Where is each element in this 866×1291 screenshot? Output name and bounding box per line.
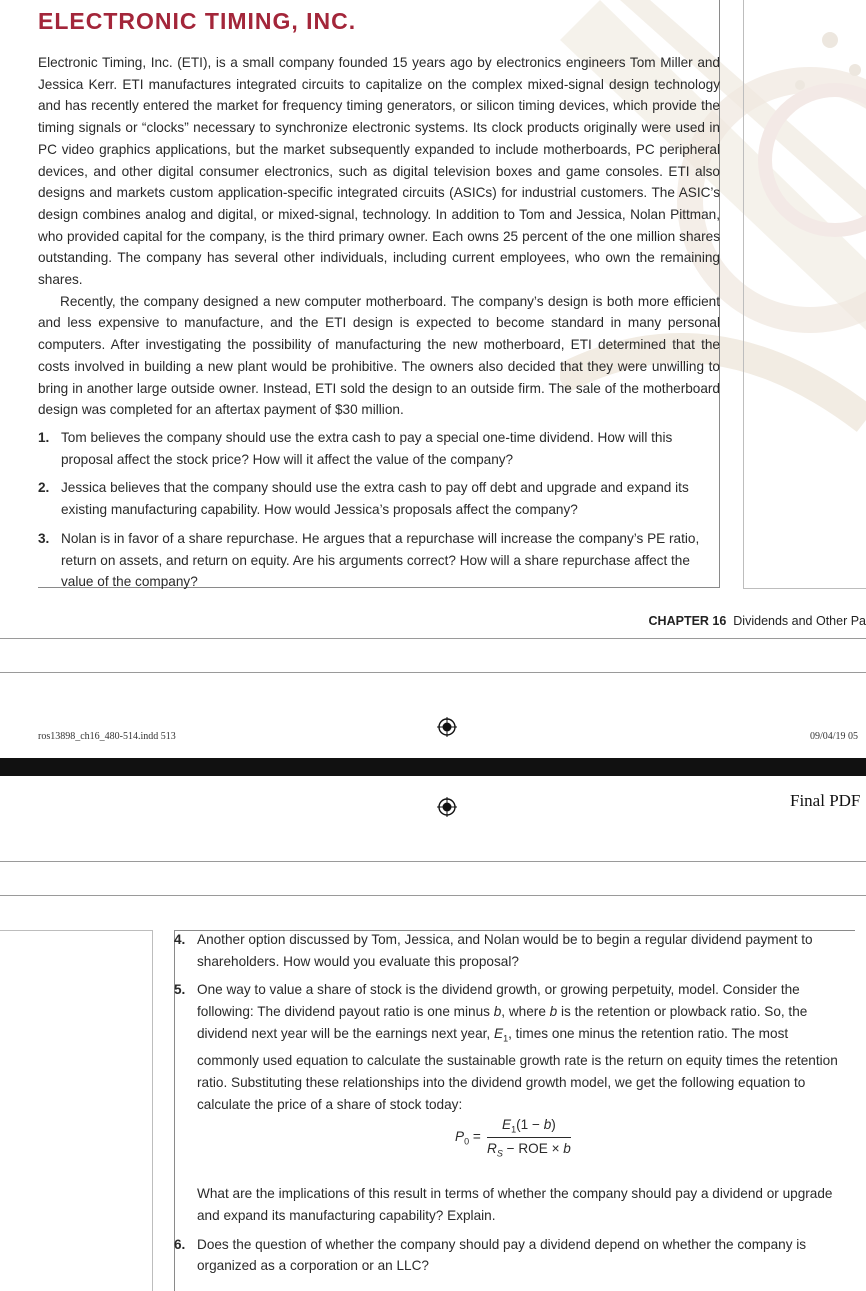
question-item xyxy=(174,929,844,972)
question-item xyxy=(174,1234,844,1277)
question-list-top xyxy=(38,427,720,600)
print-slug-file: ros13898_ch16_480-514.indd 513 xyxy=(38,731,176,742)
case-title: ELECTRONIC TIMING, INC. xyxy=(38,8,357,34)
question-number: 4. xyxy=(174,932,186,947)
formula-denominator: $R_S$ − ROE × b xyxy=(487,1140,571,1159)
divider xyxy=(0,861,866,862)
page-separator-bar xyxy=(0,758,866,776)
chapter-label: CHAPTER 16 xyxy=(648,614,727,628)
formula-fraction xyxy=(487,1117,571,1158)
registration-mark-icon xyxy=(437,797,457,817)
print-slug-date: 09/04/19 05 xyxy=(810,731,859,742)
paragraph: Recently, the company designed a new computer motherboard. The company’s design is both more efficient and less expensive to manufacture, and the ETI design is expected to become standard in many personal computers. After investigating the possibility of manufacturing the new motherboard, ETI determined that the costs involved in building a new plant would be prohibitive. The owners also decided that they were unwilling to bring in another large outside owner. Instead, ETI sold the design to an outside firm. The sale of the motherboard design was completed for an aftertax payment of $30 million. xyxy=(38,293,720,418)
question-text: Another option discussed by Tom, Jessica, and Nolan would be to begin a regular dividend payment to shareholders. How would you evaluate this proposal? xyxy=(197,932,813,969)
question-item xyxy=(38,427,720,470)
question-followup: What are the implications of this result in terms of whether the company should pay a dividend or upgrade and expand its manufacturing capability? Explain. xyxy=(197,1186,833,1224)
adjacent-page-frame xyxy=(0,930,153,1291)
question-item xyxy=(174,979,844,1115)
divider xyxy=(0,672,866,673)
question-number: 6. xyxy=(174,1236,186,1252)
question-text: Nolan is in favor of a share repurchase. He argues that a repurchase will increase the company’s PE ratio, return on assets, and return on equity. Are his arguments correct? How will a share repurchase affect the value of the company? xyxy=(61,530,700,590)
question-number: 2. xyxy=(38,480,50,496)
question-text: One way to value a share of stock is the dividend growth, or growing perpetuity, model. Consider the following: The dividend payout ratio is one minus b, where b is the retention or plowback ratio. So, the dividend next year will be the earnings next year, $E_1$, times one minus the retention ratio. The most commonly used equation to calculate the sustainable growth rate is the return on equity times the retention ratio. Substituting these relationships into the dividend growth model, we get the following equation to calculate the price of a share of stock today: xyxy=(197,982,838,1112)
question-text: Tom believes the company should use the extra cash to pay a special one-time dividend. How will this proposal affect the stock price? How will it affect the value of the company? xyxy=(61,430,673,467)
adjacent-page-frame xyxy=(743,0,866,589)
question-list-bottom xyxy=(174,929,844,1284)
formula-lhs: $P_0$ = xyxy=(455,1129,481,1147)
chapter-title: Dividends and Other Pa xyxy=(733,614,866,628)
question-item xyxy=(38,528,720,593)
divider xyxy=(0,638,866,639)
divider xyxy=(0,895,866,896)
question-text: Jessica believes that the company should use the extra cash to pay off debt and upgrade and expand its existing manufacturing capability. How would Jessica’s proposals affect the company? xyxy=(61,480,689,518)
question-number: 5. xyxy=(174,982,186,998)
question-number: 1. xyxy=(38,430,50,445)
paragraph: Electronic Timing, Inc. (ETI), is a small company founded 15 years ago by electronics engineers Tom Miller and Jessica Kerr. ETI manufactures integrated circuits to capitalize on the complex mixed-signal design technology and has recently entered the market for frequency timing generators, or silicon timing devices, which provide the timing signals or “clocks” necessary to synchronize electronic systems. Its clock products originally were used in PC video graphics applications, but the market subsequently expanded to include motherboards, PC peripheral devices, and other digital consumer electronics, such as digital television boxes and game consoles. ETI also designs and markets custom application-specific integrated circuits (ASICs) for industrial customers. The ASIC’s design combines analog and digital, or mixed-signal, technology. In addition to Tom and Jessica, Nolan Pittman, who provided capital for the company, is the third primary owner. Each owns 25 percent of the one million shares outstanding. The company has several other individuals, including current employees, who own the remaining shares. xyxy=(38,55,720,288)
running-footer xyxy=(649,614,866,628)
question-text: Does the question of whether the company should pay a dividend depend on whether the company is organized as a corporation or an LLC? xyxy=(197,1236,807,1274)
final-pdf-label: Final PDF xyxy=(790,791,861,810)
registration-mark-icon xyxy=(437,717,457,737)
formula-numerator: $E_1(1 - b)$ xyxy=(487,1117,571,1138)
case-body xyxy=(38,52,720,421)
question-item xyxy=(38,477,720,520)
question-number: 3. xyxy=(38,530,50,546)
